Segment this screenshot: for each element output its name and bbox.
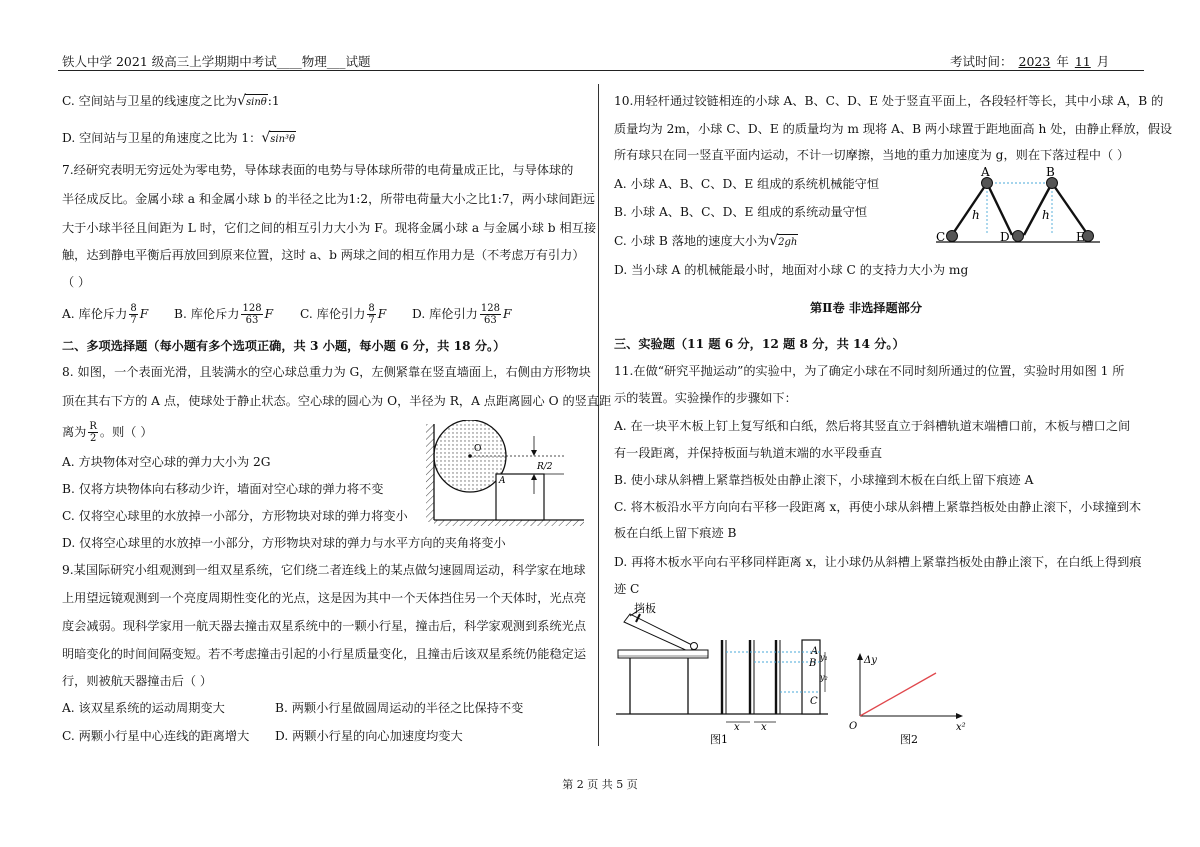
q10-option-d: D. 当小球 A 的机械能最小时，地面对小球 C 的支持力大小为 mg (614, 263, 969, 277)
q9-line: 上用望远镜观测到一个亮度周期性变化的光点，这是因为其中一个天体挡住另一个天体时，光点亮 (62, 591, 587, 605)
q10-line: 质量均为 2m，小球 C、D、E 的质量均为 m 现将 A、B 两小球置于距地面高 h 处，由静止释放，假设 (614, 122, 1173, 136)
q8-option-b: B. 仅将方块物体向右移动少许，墙面对空心球的弹力将不变 (62, 482, 384, 496)
q9-option-a: A. 该双星系统的运动周期变大 (62, 701, 225, 715)
wall-hatch (426, 424, 434, 522)
q10-option-b: B. 小球 A、B、C、D、E 组成的系统动量守恒 (614, 205, 868, 219)
q7-line: 7.经研究表明无穷远处为零电势，导体球表面的电势与导体球所带的电荷量成正比，与导体球的 (62, 163, 574, 177)
q7-line: 大于小球半径且间距为 L 时，它们之间的相互引力大小为 F。现将金属小球 a 与金属小球 b 相互接 (62, 221, 597, 235)
q9-line: 行，则被航天器撞击后（ ） (62, 674, 213, 688)
q9-option-c: C. 两颗小行星中心连线的距离增大 (62, 729, 250, 743)
q6-option-c: C. 空间站与卫星的线速度之比为√sinθ:1 (62, 93, 280, 109)
x-axis-label: x² (956, 722, 966, 733)
q10-line: 10.用轻杆通过铰链相连的小球 A、B、C、D、E 处于竖直平面上，各段轻杆等长，其中小球 A，B 的 (614, 94, 1164, 108)
q10-line: 所有球只在同一竖直平面内运动，不计一切摩擦，当地的重力加速度为 g，则在下落过程中（ ） (614, 148, 1130, 162)
ball-c (947, 231, 958, 242)
ball-d (1013, 231, 1024, 242)
q9-line: 明暗变化的时间间隔变短。若不考虑撞击引起的小行星质量变化，且撞击后该双星系统仍能稳定运 (62, 647, 587, 661)
arrowhead (531, 450, 537, 456)
q7-line: 触，达到静电平衡后再放回到原来位置，这时 a、b 两球之间的相互作用力是（不考虑万有引力） (62, 248, 585, 262)
label-d: D (1000, 230, 1010, 244)
exam-year: 2023 (1018, 54, 1051, 69)
inclined-track (624, 614, 694, 652)
label-mark-b: B (809, 658, 817, 669)
q11-step-b: B. 使小球从斜槽上紧靠挡板处由静止滚下，小球撞到木板在白纸上留下痕迹 A (614, 473, 1034, 487)
rod-ca (952, 183, 987, 235)
figure-1-caption: 图1 (710, 733, 728, 746)
column-divider (598, 84, 599, 746)
section-3-heading: 三、实验题（11 题 6 分，12 题 8 分，共 14 分。） (614, 337, 905, 351)
label-x2: x (761, 722, 767, 733)
q8-line: 离为 $\frac{R}{2}$ 。则（ ） (62, 421, 153, 444)
delta-y-vs-x2-line (860, 673, 936, 716)
q7-line: 半径成反比。金属小球 a 和金属小球 b 的半径之比为1:2，所带电荷量大小之比1:7，两小球间距远 (62, 192, 595, 206)
q11-step-c: C. 将木板沿水平方向向右平移一段距离 x，再使小球从斜槽上紧靠挡板处由静止滚下，小球撞到木 (614, 500, 1142, 514)
q9-option-b: B. 两颗小行星做圆周运动的半径之比保持不变 (275, 701, 524, 715)
q11-line: 11.在做“研究平抛运动”的实验中，为了确定小球在不同时刻所通过的位置，实验时用如图 1 所 (614, 364, 1125, 378)
origin-label: O (849, 721, 858, 732)
figure-2 (844, 648, 970, 748)
q10-option-c: C. 小球 B 落地的速度大小为√2gh (614, 233, 798, 249)
q8-line: 8. 如图，一个表面光滑，且装满水的空心球总重力为 G，左侧紧靠在竖直墙面上，右侧由方形物块 (62, 365, 591, 379)
label-e: E (1076, 230, 1085, 244)
floor-hatch (434, 520, 584, 526)
ball (691, 643, 698, 650)
q6-option-d: D. 空间站与卫星的角速度之比为 1：√sin³θ (62, 130, 296, 146)
q8-option-d: D. 仅将空心球里的水放掉一小部分，方形物块对球的弹力与水平方向的夹角将变小 (62, 536, 506, 550)
label-mark-c: C (810, 696, 818, 707)
q8-option-c: C. 仅将空心球里的水放掉一小部分，方形物块对球的弹力将变小 (62, 509, 408, 523)
q7-line: （ ） (62, 275, 91, 289)
exam-month-suffix: 月 (1096, 54, 1110, 69)
figure-2-caption: 图2 (900, 733, 918, 746)
q7-option-a: A. 库伦斥力 $\frac{8}{7}$ F (62, 303, 149, 326)
ball-b (1047, 178, 1058, 189)
label-o: O (474, 444, 482, 454)
exam-time-label: 考试时间： (950, 54, 1013, 69)
section-2-heading: 二、多项选择题（每小题有多个选项正确，共 3 小题，每小题 6 分，共 18 分。） (62, 339, 506, 353)
label-mark-a: A (811, 646, 819, 657)
q8-option-a: A. 方块物体对空心球的弹力大小为 2G (62, 455, 271, 469)
label-r2: R/2 (537, 462, 553, 472)
ball-a (982, 178, 993, 189)
q11-step-d: D. 再将木板水平向右平移同样距离 x，让小球仍从斜槽上紧靠挡板处由静止滚下，在白纸上得到痕 (614, 555, 1142, 569)
label-y1: y₁ (820, 653, 828, 662)
q11-line: 迹 C (614, 582, 640, 596)
figure-1 (614, 600, 830, 748)
rod-ad (987, 183, 1012, 235)
q11-line: 示的装置。实验操作的步骤如下： (614, 391, 797, 405)
header-rule (58, 70, 1144, 71)
page-footer: 第 2 页 共 5 页 (562, 778, 638, 791)
label-a: A (499, 476, 506, 486)
q10-option-a: A. 小球 A、B、C、D、E 组成的系统机械能守恒 (614, 177, 880, 191)
baffle-label: 挡板 (634, 602, 656, 615)
label-x1: x (734, 722, 740, 733)
q11-line: 有一段距离，并保持板面与轨道末端的水平段垂直 (614, 446, 883, 460)
q10-figure (932, 166, 1104, 246)
rod-be (1052, 183, 1088, 235)
label-b: B (1046, 166, 1055, 179)
label-h: h (972, 208, 980, 222)
q9-line: 9.某国际研究小组观测到一组双星系统，它们绕二者连线上的某点做匀速圆周运动，科学家在地球 (62, 563, 586, 577)
q8-line: 顶在其右下方的 A 点，使球处于静止状态。空心球的圆心为 O，半径为 R，A 点距离圆心 O 的竖直距 (62, 394, 612, 408)
q9-line: 度会减弱。现科学家用一航天器去撞击双星系统中的一颗小行星，撞击后，科学家观测到系统光点 (62, 619, 587, 633)
part-2-title: 第Ⅱ卷 非选择题部分 (810, 301, 923, 315)
exam-time (950, 52, 1109, 70)
exam-year-suffix: 年 (1056, 54, 1069, 69)
x-axis-arrow (956, 713, 963, 719)
y-axis-arrow (857, 653, 863, 660)
q8-figure (424, 420, 588, 528)
exam-header-title: 铁人中学 2021 级高三上学期期中考试____物理___试题 (62, 54, 371, 69)
label-a: A (981, 166, 990, 179)
q9-option-d: D. 两颗小行星的向心加速度均变大 (275, 729, 463, 743)
q7-option-c: C. 库伦引力 $\frac{8}{7}$ F (300, 303, 387, 326)
table-top (618, 650, 708, 658)
y-axis-label: Δy (864, 655, 877, 666)
label-c: C (936, 230, 946, 244)
q7-option-b: B. 库伦斥力 $\frac{128}{63}$ F (174, 303, 274, 326)
label-y2: y₂ (820, 673, 828, 682)
exam-month: 11 (1074, 54, 1091, 69)
q11-line: 板在白纸上留下痕迹 B (614, 526, 737, 540)
q7-option-d: D. 库伦引力 $\frac{128}{63}$ F (412, 303, 512, 326)
label-h: h (1042, 208, 1050, 222)
q11-step-a: A. 在一块平木板上钉上复写纸和白纸，然后将其竖直立于斜槽轨道末端槽口前，木板与槽口之间 (614, 419, 1131, 433)
